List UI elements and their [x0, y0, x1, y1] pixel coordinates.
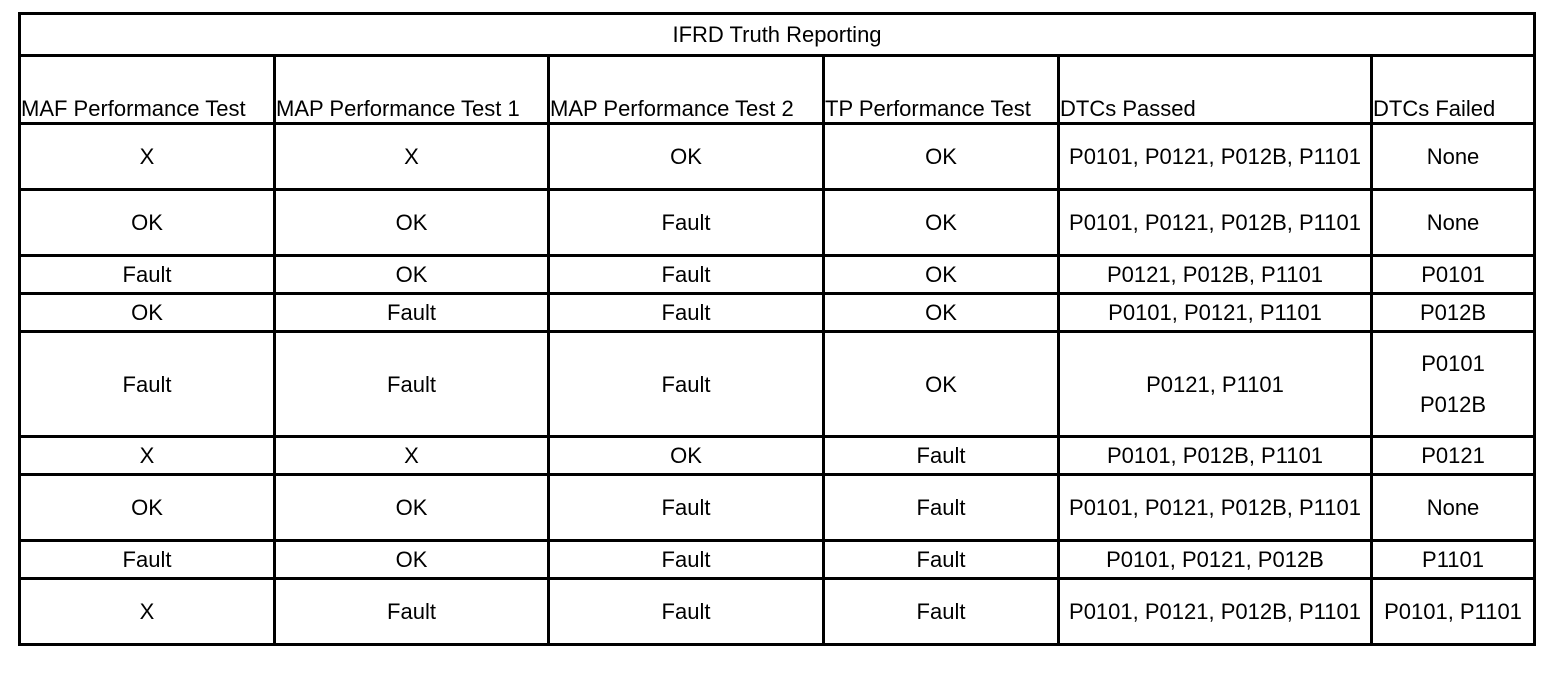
cell-dtcs-passed: P0101, P0121, P1101 — [1059, 294, 1372, 332]
cell-tp: OK — [824, 124, 1059, 190]
cell-dtcs-failed: None — [1372, 124, 1535, 190]
cell-map2: Fault — [549, 190, 824, 256]
cell-map1: OK — [275, 256, 549, 294]
cell-tp: Fault — [824, 475, 1059, 541]
cell-tp: Fault — [824, 541, 1059, 579]
cell-dtcs-failed: P0101 — [1372, 256, 1535, 294]
dtc-failed-item: P0101 — [1421, 351, 1485, 376]
cell-tp: Fault — [824, 579, 1059, 645]
cell-map1: Fault — [275, 579, 549, 645]
cell-map2: Fault — [549, 541, 824, 579]
cell-map2: OK — [549, 437, 824, 475]
cell-maf: X — [20, 579, 275, 645]
table-row — [20, 294, 1535, 332]
cell-dtcs-failed — [1372, 332, 1535, 437]
cell-maf: OK — [20, 475, 275, 541]
cell-map1: OK — [275, 475, 549, 541]
table-row — [20, 190, 1535, 256]
header-dtcs-failed: DTCs Failed — [1372, 56, 1535, 124]
cell-tp: OK — [824, 294, 1059, 332]
cell-dtcs-failed: P1101 — [1372, 541, 1535, 579]
cell-map1: OK — [275, 541, 549, 579]
cell-dtcs-passed: P0101, P0121, P012B — [1059, 541, 1372, 579]
cell-maf: Fault — [20, 541, 275, 579]
cell-map2: Fault — [549, 294, 824, 332]
cell-dtcs-passed: P0101, P0121, P012B, P1101 — [1059, 124, 1372, 190]
table-title: IFRD Truth Reporting — [20, 14, 1535, 56]
cell-map2: Fault — [549, 579, 824, 645]
header-map-performance-test-2: MAP Performance Test 2 — [549, 56, 824, 124]
cell-map1: Fault — [275, 294, 549, 332]
table-row — [20, 332, 1535, 437]
cell-maf: X — [20, 437, 275, 475]
cell-dtcs-failed: P0101, P1101 — [1372, 579, 1535, 645]
cell-map2: Fault — [549, 256, 824, 294]
header-row — [20, 56, 1535, 124]
title-row — [20, 14, 1535, 56]
cell-maf: OK — [20, 294, 275, 332]
ifrd-truth-table — [18, 12, 1536, 646]
cell-dtcs-passed: P0121, P012B, P1101 — [1059, 256, 1372, 294]
cell-map1: Fault — [275, 332, 549, 437]
cell-dtcs-failed: P012B — [1372, 294, 1535, 332]
table-row — [20, 256, 1535, 294]
table-row — [20, 475, 1535, 541]
cell-tp: OK — [824, 332, 1059, 437]
cell-dtcs-failed: P0121 — [1372, 437, 1535, 475]
cell-dtcs-failed: None — [1372, 475, 1535, 541]
table-row — [20, 541, 1535, 579]
cell-dtcs-passed: P0101, P0121, P012B, P1101 — [1059, 475, 1372, 541]
cell-map1: OK — [275, 190, 549, 256]
cell-maf: OK — [20, 190, 275, 256]
table-row — [20, 437, 1535, 475]
cell-maf: Fault — [20, 256, 275, 294]
cell-dtcs-passed: P0101, P012B, P1101 — [1059, 437, 1372, 475]
cell-tp: OK — [824, 190, 1059, 256]
cell-dtcs-passed: P0101, P0121, P012B, P1101 — [1059, 579, 1372, 645]
cell-dtcs-failed: None — [1372, 190, 1535, 256]
cell-tp: Fault — [824, 437, 1059, 475]
cell-maf: Fault — [20, 332, 275, 437]
cell-map2: OK — [549, 124, 824, 190]
cell-dtcs-passed: P0101, P0121, P012B, P1101 — [1059, 190, 1372, 256]
cell-map1: X — [275, 124, 549, 190]
cell-map2: Fault — [549, 475, 824, 541]
cell-dtcs-passed: P0121, P1101 — [1059, 332, 1372, 437]
cell-tp: OK — [824, 256, 1059, 294]
header-dtcs-passed: DTCs Passed — [1059, 56, 1372, 124]
header-maf-performance-test: MAF Performance Test — [20, 56, 275, 124]
cell-map1: X — [275, 437, 549, 475]
table-row — [20, 579, 1535, 645]
dtc-failed-item: P012B — [1419, 392, 1487, 417]
table-row — [20, 124, 1535, 190]
cell-maf: X — [20, 124, 275, 190]
header-map-performance-test-1: MAP Performance Test 1 — [275, 56, 549, 124]
cell-map2: Fault — [549, 332, 824, 437]
header-tp-performance-test: TP Performance Test — [824, 56, 1059, 124]
